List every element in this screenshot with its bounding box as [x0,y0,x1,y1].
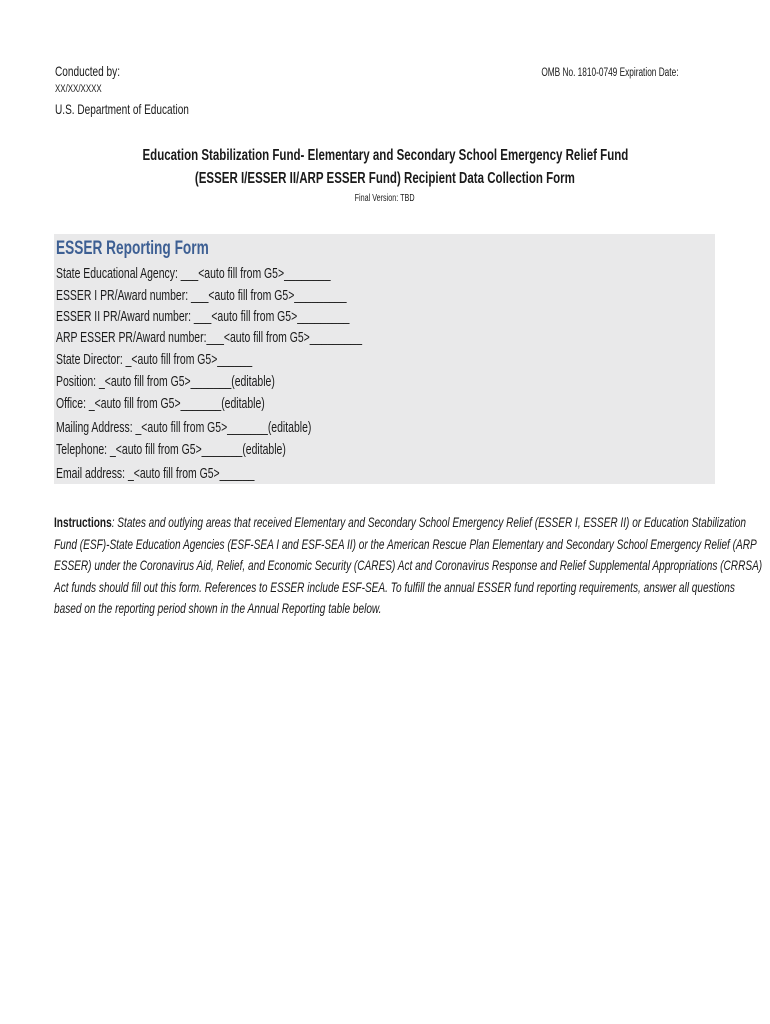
field-telephone: Telephone: _<auto fill from G5>_______(editable) [56,442,286,458]
reporting-form-box [54,234,715,484]
instructions-line-5: based on the reporting period shown in the Annual Reporting table below. [54,600,382,616]
title-line-2: (ESSER I/ESSER II/ARP ESSER Fund) Recipient Data Collection Form [194,170,575,187]
field-esser-i-award: ESSER I PR/Award number: ___<auto fill from G5>_________ [56,288,347,304]
conducted-by-label: Conducted by: [55,63,121,79]
field-arp-esser-award: ARP ESSER PR/Award number:___<auto fill from G5>_________ [56,330,363,346]
instructions-paragraph [54,512,763,620]
field-position: Position: _<auto fill from G5>_______(editable) [56,374,275,390]
department-name: U.S. Department of Education [55,101,189,117]
field-mailing-address: Mailing Address: _<auto fill from G5>_______(editable) [56,420,312,436]
instructions-line-3: ESSER) under the Coronavirus Aid, Relief, and Economic Security (CARES) Act and Coronavirus Response and Relief Supplemental Appropriations (CRRSA) [54,557,763,573]
field-office: Office: _<auto fill from G5>_______(editable) [56,396,265,412]
version-line [0,193,770,204]
header-left [55,64,241,116]
instructions-line-4: Act funds should fill out this form. References to ESSER include ESF-SEA. To fulfill the annual ESSER fund reporting requirements, answer all questions [54,578,735,595]
field-state-director: State Director: _<auto fill from G5>______ [56,352,253,368]
document-title [0,144,770,190]
field-esser-ii-award: ESSER II PR/Award number: ___<auto fill from G5>_________ [56,309,350,325]
final-version-label: Final Version: TBD [355,193,415,204]
date-placeholder: XX/XX/XXXX [55,83,102,95]
omb-number: OMB No. 1810-0749 Expiration Date: [540,67,678,79]
field-state-educational-agency: State Educational Agency: ___<auto fill from G5>________ [56,266,331,282]
field-email-address: Email address: _<auto fill from G5>______ [56,466,255,482]
title-line-1: Education Stabilization Fund- Elementary and Secondary School Emergency Relief Fund [142,147,628,164]
instructions-line-1: : States and outlying areas that received Elementary and Secondary School Emergency Relief (ESSER I, ESSER II) or Education Stabilization [111,514,746,530]
form-heading: ESSER Reporting Form [56,238,209,259]
instructions-line-2: Fund (ESF)-State Education Agencies (ESF-SEA I and ESF-SEA II) or the American Rescue Plan Elementary and Secondary School Emergency Relief (ARP [54,535,757,552]
instructions-label: Instructions [54,514,112,530]
